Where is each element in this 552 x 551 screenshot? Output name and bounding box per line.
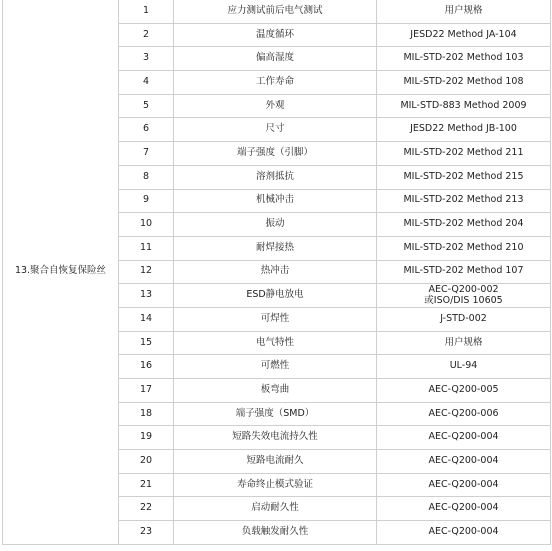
- test-standard: UL-94: [377, 355, 551, 379]
- test-standard: 用户规格: [377, 0, 551, 23]
- test-standard: 用户规格: [377, 331, 551, 355]
- test-item: 电气特性: [174, 331, 377, 355]
- test-item: 板弯曲: [174, 379, 377, 403]
- test-item: 耐焊接热: [174, 236, 377, 260]
- row-number: 19: [119, 426, 174, 450]
- group-label-cell: 13.聚合自恢复保险丝: [3, 0, 119, 544]
- test-standard: JESD22 Method JB-100: [377, 118, 551, 142]
- row-number: 14: [119, 307, 174, 331]
- row-number: 22: [119, 497, 174, 521]
- row-number: 1: [119, 0, 174, 23]
- test-spec-table: [2, 0, 551, 545]
- test-item: ESD静电放电: [174, 284, 377, 308]
- test-item: 端子强度（引脚）: [174, 142, 377, 166]
- test-standard: MIL-STD-202 Method 211: [377, 142, 551, 166]
- row-number: 5: [119, 94, 174, 118]
- test-standard: MIL-STD-202 Method 215: [377, 165, 551, 189]
- test-standard: AEC-Q200-004: [377, 450, 551, 474]
- test-item: 温度循环: [174, 23, 377, 47]
- row-number: 20: [119, 450, 174, 474]
- test-standard: AEC-Q200-004: [377, 426, 551, 450]
- row-number: 10: [119, 213, 174, 237]
- test-item: 短路失效电流持久性: [174, 426, 377, 450]
- test-item: 外观: [174, 94, 377, 118]
- row-number: 17: [119, 379, 174, 403]
- test-standard: AEC-Q200-004: [377, 521, 551, 545]
- test-item: 工作寿命: [174, 71, 377, 95]
- row-number: 12: [119, 260, 174, 284]
- test-standard: AEC-Q200-006: [377, 402, 551, 426]
- test-item: 端子强度（SMD）: [174, 402, 377, 426]
- row-number: 18: [119, 402, 174, 426]
- test-item: 偏高湿度: [174, 47, 377, 71]
- row-number: 9: [119, 189, 174, 213]
- test-standard-line-2: 或ISO/DIS 10605: [424, 294, 503, 306]
- row-number: 16: [119, 355, 174, 379]
- test-item: 启动耐久性: [174, 497, 377, 521]
- test-item: 短路电流耐久: [174, 450, 377, 474]
- test-standard: MIL-STD-202 Method 108: [377, 71, 551, 95]
- test-standard: AEC-Q200-004: [377, 497, 551, 521]
- test-item: 应力测试前后电气测试: [174, 0, 377, 23]
- row-number: 21: [119, 473, 174, 497]
- test-standard-line-1: AEC-Q200-002: [428, 283, 499, 295]
- test-standard: MIL-STD-202 Method 103: [377, 47, 551, 71]
- test-standard: MIL-STD-202 Method 107: [377, 260, 551, 284]
- row-number: 3: [119, 47, 174, 71]
- test-item: 寿命终止模式验证: [174, 473, 377, 497]
- row-number: 7: [119, 142, 174, 166]
- row-number: 2: [119, 23, 174, 47]
- test-standard-multiline: [377, 284, 551, 308]
- test-standard: AEC-Q200-005: [377, 379, 551, 403]
- test-standard: J-STD-002: [377, 307, 551, 331]
- test-item: 负载触发耐久性: [174, 521, 377, 545]
- test-item: 可燃性: [174, 355, 377, 379]
- test-standard: MIL-STD-883 Method 2009: [377, 94, 551, 118]
- row-number: 11: [119, 236, 174, 260]
- row-number: 23: [119, 521, 174, 545]
- row-number: 4: [119, 71, 174, 95]
- test-standard: MIL-STD-202 Method 204: [377, 213, 551, 237]
- test-item: 机械冲击: [174, 189, 377, 213]
- test-standard: JESD22 Method JA-104: [377, 23, 551, 47]
- test-item: 热冲击: [174, 260, 377, 284]
- test-item: 溶剂抵抗: [174, 165, 377, 189]
- test-standard: MIL-STD-202 Method 210: [377, 236, 551, 260]
- test-standard: MIL-STD-202 Method 213: [377, 189, 551, 213]
- test-item: 尺寸: [174, 118, 377, 142]
- row-number: 8: [119, 165, 174, 189]
- test-item: 可焊性: [174, 307, 377, 331]
- row-number: 15: [119, 331, 174, 355]
- row-number: 6: [119, 118, 174, 142]
- test-standard: AEC-Q200-004: [377, 473, 551, 497]
- table-row: [3, 0, 551, 23]
- row-number: 13: [119, 284, 174, 308]
- test-item: 振动: [174, 213, 377, 237]
